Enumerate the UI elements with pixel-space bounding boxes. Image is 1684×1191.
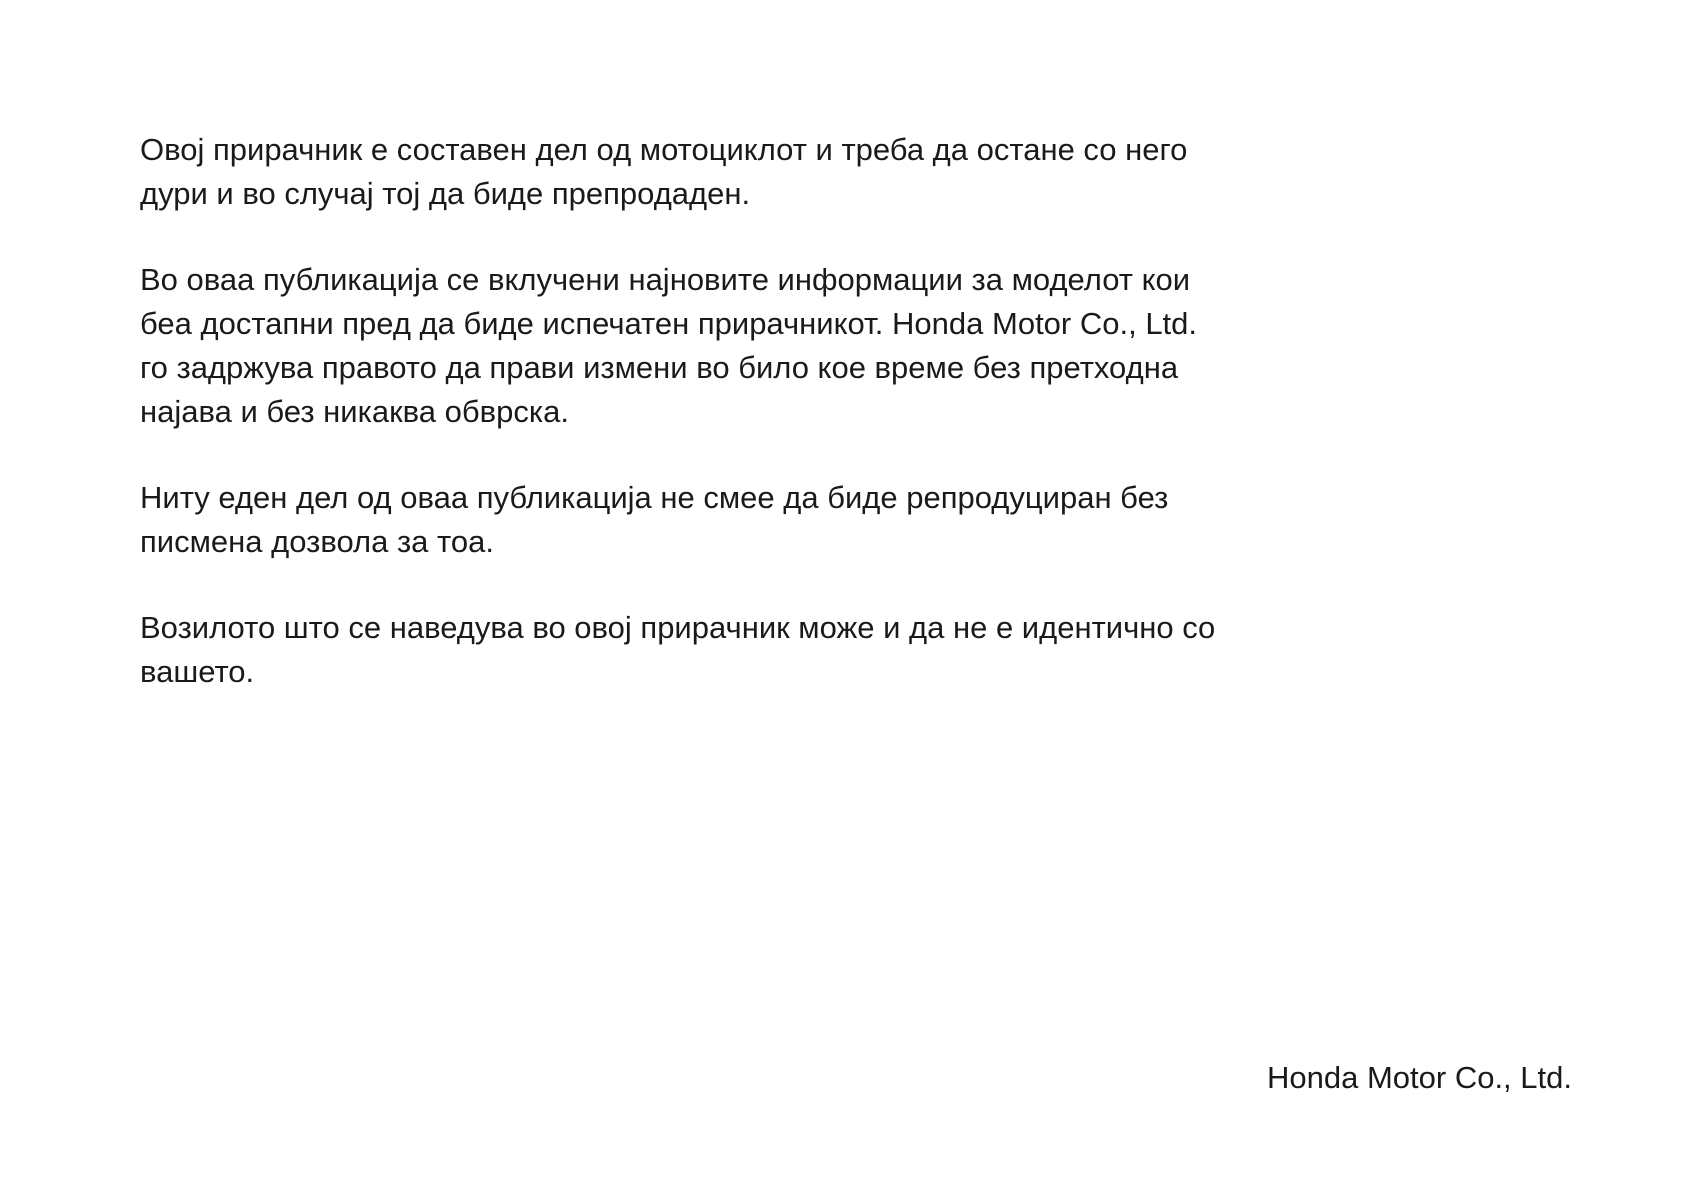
paragraph-latest-information: [140, 258, 1340, 434]
paragraph-line: дури и во случај тој да биде препродаден.: [140, 176, 751, 211]
paragraph-integral-part: [140, 128, 1340, 216]
paragraph-line: вашето.: [140, 654, 255, 689]
paragraph-line: го задржува правото да прави измени во било кое време без претходна: [140, 350, 1179, 385]
paragraph-line: Ниту еден дел од оваа публикација не смее да биде репродуциран без: [140, 480, 1169, 515]
paragraph-line: Во оваа публикација се вклучени најновите информации за моделот кои: [140, 262, 1191, 297]
paragraph-reproduction: [140, 476, 1340, 564]
paragraph-line: Возилото што се наведува во овој прирачник може и да не е идентично со: [140, 610, 1216, 645]
paragraph-line: најава и без никаква обврска.: [140, 394, 569, 429]
paragraph-line: писмена дозвола за тоа.: [140, 524, 494, 559]
paragraph-vehicle-difference: [140, 606, 1340, 694]
notice-body: [140, 128, 1340, 736]
paragraph-line: беа достапни пред да биде испечатен прирачникот. Honda Motor Co., Ltd.: [140, 306, 1198, 341]
paragraph-line: Овој прирачник е составен дел од мотоциклот и треба да остане со него: [140, 132, 1188, 167]
company-signature: Honda Motor Co., Ltd.: [1267, 1060, 1572, 1095]
